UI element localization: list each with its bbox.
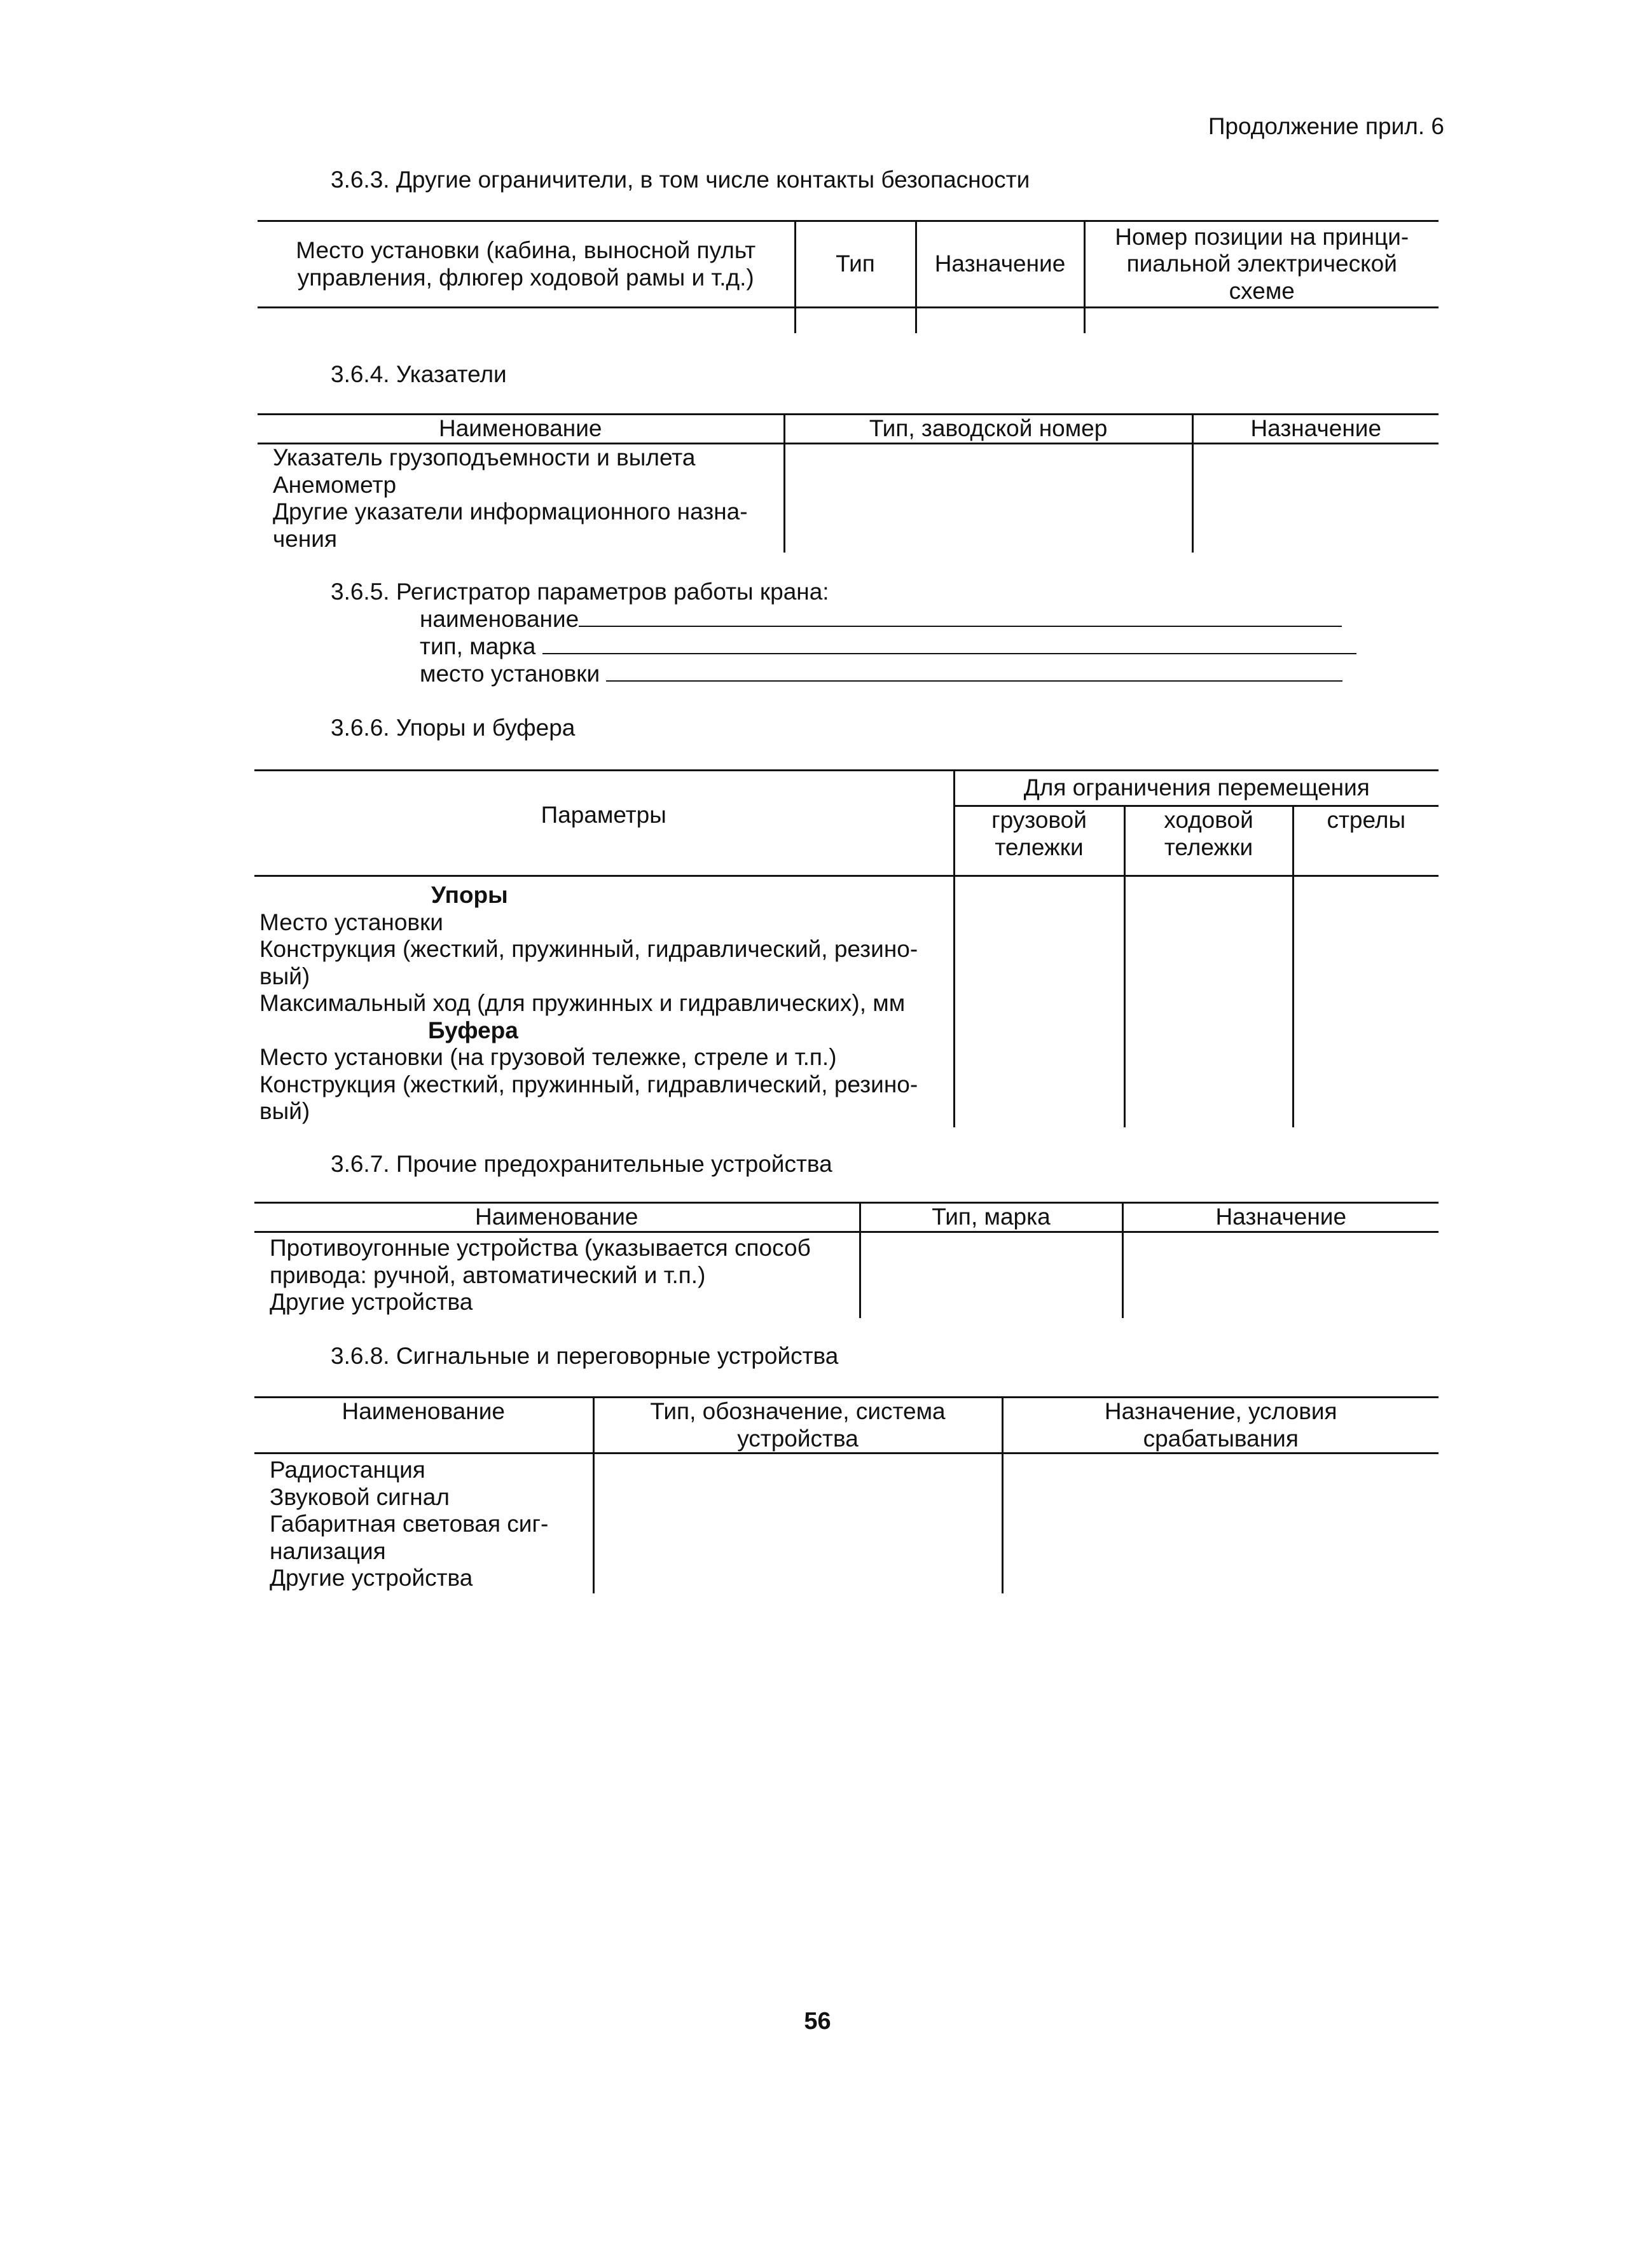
list-item: Противоугонные устройства (указывается способ — [270, 1234, 811, 1261]
section-title-3-6-7: 3.6.7. Прочие предохранительные устройства — [331, 1151, 832, 1177]
fill-line — [542, 653, 1356, 654]
continuation-note: Продолжение прил. 6 — [1208, 113, 1444, 139]
header-boom: стрелы — [1293, 806, 1438, 876]
header-purpose: Назначение — [916, 221, 1084, 308]
empty-cell — [795, 308, 916, 333]
empty-cell — [1293, 876, 1438, 1127]
header-params: Параметры — [254, 771, 954, 876]
safety-devices-list — [254, 1232, 860, 1318]
list-item: Конструкция (жесткий, пружинный, гидравлический, резино- — [259, 936, 918, 963]
header-type-brand: Тип, марка — [860, 1203, 1122, 1232]
empty-cell — [784, 444, 1192, 553]
list-item: Другие устройства — [270, 1565, 473, 1591]
header-place: Место установки (кабина, выносной пульт управления, флюгер ходовой рамы и т.д.) — [258, 221, 795, 308]
header-purpose: Назначение — [1122, 1203, 1438, 1232]
indicators-list — [258, 444, 784, 553]
stops-heading: Упоры — [431, 882, 508, 908]
list-item: Указатель грузоподъемности и вылета — [273, 444, 696, 471]
field-place: место установки — [420, 661, 1342, 688]
section-title-3-6-5: 3.6.5. Регистратор параметров работы крана: — [331, 579, 829, 605]
signal-devices-list — [254, 1454, 593, 1593]
header-name: Наименование — [258, 415, 784, 444]
fill-line — [579, 626, 1342, 627]
header-type-designation: Тип, обозначение, система устройства — [593, 1398, 1002, 1454]
empty-cell — [258, 308, 795, 333]
empty-cell — [1124, 876, 1293, 1127]
table-indicators — [258, 413, 1438, 553]
list-item: чения — [273, 525, 337, 552]
empty-cell — [1192, 444, 1438, 553]
section-title-3-6-6: 3.6.6. Упоры и буфера — [331, 715, 576, 741]
list-item: Анемометр — [273, 471, 397, 498]
list-item: Место установки — [259, 909, 443, 935]
list-item: Конструкция (жесткий, пружинный, гидравлический, резино- — [259, 1071, 918, 1097]
empty-cell — [954, 876, 1124, 1127]
field-type: тип, марка — [420, 633, 1356, 661]
section-title-3-6-4: 3.6.4. Указатели — [331, 361, 507, 387]
list-item: вый) — [259, 963, 310, 989]
header-type-serial: Тип, заводской номер — [784, 415, 1192, 444]
section-title-3-6-3: 3.6.3. Другие ограничители, в том числе контакты безопасности — [331, 167, 1030, 193]
field-name: наименование — [420, 606, 1342, 633]
list-item: нализация — [270, 1537, 386, 1564]
empty-cell — [1084, 308, 1438, 333]
fill-line — [606, 680, 1342, 682]
header-name: Наименование — [254, 1203, 860, 1232]
buffers-heading: Буфера — [428, 1017, 518, 1043]
empty-cell — [860, 1232, 1122, 1318]
table-other-safety-devices — [254, 1202, 1438, 1318]
list-item: Максимальный ход (для пружинных и гидравлических), мм — [259, 990, 906, 1017]
empty-cell — [1122, 1232, 1438, 1318]
list-item: привода: ручной, автоматический и т.п.) — [270, 1261, 706, 1288]
empty-cell — [593, 1454, 1002, 1593]
header-travel-trolley: ходовой тележки — [1124, 806, 1293, 876]
header-cargo-trolley: грузовой тележки — [954, 806, 1124, 876]
header-restriction-group: Для ограничения перемещения — [954, 771, 1438, 806]
list-item: вый) — [259, 1098, 310, 1125]
empty-cell — [1002, 1454, 1438, 1593]
section-title-3-6-8: 3.6.8. Сигнальные и переговорные устройства — [331, 1343, 839, 1369]
list-item: Место установки (на грузовой тележке, стреле и т.п.) — [259, 1044, 837, 1071]
list-item: Другие устройства — [270, 1289, 473, 1316]
list-item: Звуковой сигнал — [270, 1483, 450, 1510]
stops-buffers-list — [254, 876, 954, 1127]
header-type: Тип — [795, 221, 916, 308]
page-number: 56 — [804, 2008, 831, 2035]
header-purpose-conditions: Назначение, условия срабатывания — [1002, 1398, 1438, 1454]
empty-cell — [916, 308, 1084, 333]
table-other-limiters — [258, 220, 1438, 333]
header-name: Наименование — [254, 1398, 593, 1454]
list-item: Радиостанция — [270, 1457, 425, 1483]
table-signal-devices — [254, 1396, 1438, 1593]
header-purpose: Назначение — [1192, 415, 1438, 444]
list-item: Другие указатели информационного назна- — [273, 498, 748, 525]
header-position-number: Номер позиции на принци- пиальной электрической схеме — [1084, 221, 1438, 308]
list-item: Габаритная световая сиг- — [270, 1511, 549, 1537]
table-stops-buffers — [254, 769, 1438, 1127]
